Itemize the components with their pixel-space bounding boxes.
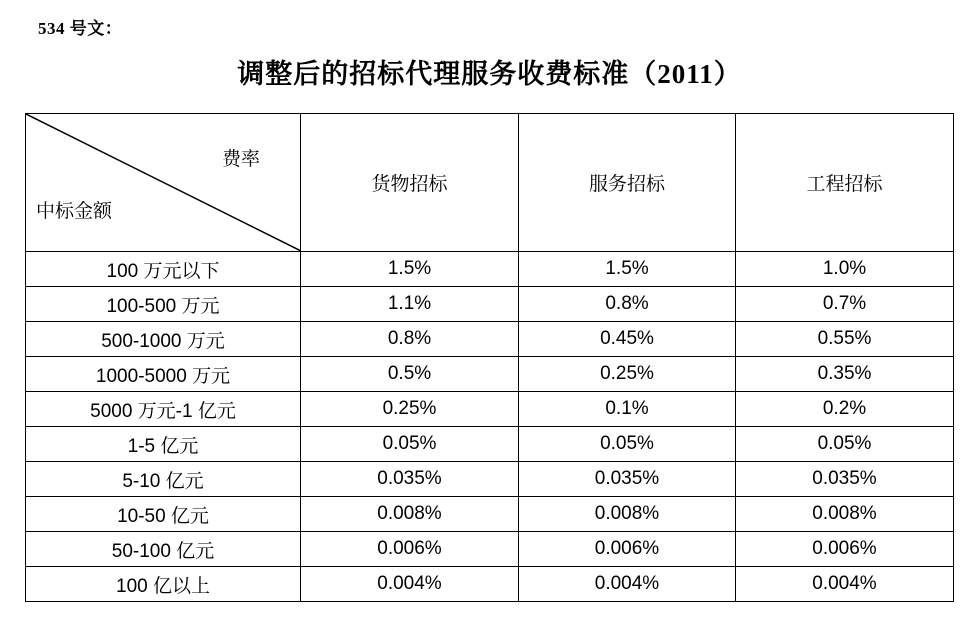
cell-goods-rate: 0.004%: [301, 567, 519, 602]
page-title: 调整后的招标代理服务收费标准（2011）: [237, 59, 742, 89]
cell-service-rate: 0.25%: [519, 357, 736, 392]
table-row: [26, 462, 954, 497]
row-label: 1000-5000 万元: [26, 357, 301, 392]
cell-works-rate: 1.0%: [736, 252, 954, 287]
cell-goods-rate: 0.006%: [301, 532, 519, 567]
cell-service-rate: 0.8%: [519, 287, 736, 322]
row-label: 100-500 万元: [26, 287, 301, 322]
cell-service-rate: 0.1%: [519, 392, 736, 427]
cell-works-rate: 0.7%: [736, 287, 954, 322]
row-label: 5000 万元-1 亿元: [26, 392, 301, 427]
row-label: 50-100 亿元: [26, 532, 301, 567]
document-reference: 534 号文：: [38, 19, 123, 38]
cell-service-rate: 0.45%: [519, 322, 736, 357]
cell-works-rate: 0.2%: [736, 392, 954, 427]
row-label: 500-1000 万元: [26, 322, 301, 357]
cell-service-rate: 0.008%: [519, 497, 736, 532]
table-row: [26, 497, 954, 532]
cell-works-rate: 0.05%: [736, 427, 954, 462]
cell-service-rate: 0.05%: [519, 427, 736, 462]
cell-works-rate: 0.55%: [736, 322, 954, 357]
cell-works-rate: 0.008%: [736, 497, 954, 532]
table-row: [26, 392, 954, 427]
cell-goods-rate: 1.5%: [301, 252, 519, 287]
corner-label-rate: 费率: [221, 149, 260, 170]
cell-works-rate: 0.035%: [736, 462, 954, 497]
table-header-row: [26, 114, 954, 252]
fee-standard-table-container: [25, 113, 953, 602]
table-row: [26, 252, 954, 287]
table-row: [26, 567, 954, 602]
cell-service-rate: 0.006%: [519, 532, 736, 567]
fee-standard-table: [25, 113, 954, 602]
table-row: [26, 322, 954, 357]
row-label: 100 万元以下: [26, 252, 301, 287]
cell-goods-rate: 0.008%: [301, 497, 519, 532]
cell-service-rate: 0.035%: [519, 462, 736, 497]
cell-works-rate: 0.006%: [736, 532, 954, 567]
cell-goods-rate: 1.1%: [301, 287, 519, 322]
table-row: [26, 287, 954, 322]
row-label: 10-50 亿元: [26, 497, 301, 532]
cell-works-rate: 0.35%: [736, 357, 954, 392]
cell-goods-rate: 0.05%: [301, 427, 519, 462]
table-row: [26, 427, 954, 462]
table-corner-cell: [26, 114, 301, 252]
cell-service-rate: 0.004%: [519, 567, 736, 602]
cell-goods-rate: 0.25%: [301, 392, 519, 427]
column-header-service: 服务招标: [519, 114, 736, 252]
cell-works-rate: 0.004%: [736, 567, 954, 602]
diagonal-divider-icon: [26, 114, 301, 251]
cell-goods-rate: 0.035%: [301, 462, 519, 497]
corner-label-amount: 中标金额: [36, 201, 113, 222]
row-label: 100 亿以上: [26, 567, 301, 602]
column-header-works: 工程招标: [736, 114, 954, 252]
cell-service-rate: 1.5%: [519, 252, 736, 287]
table-row: [26, 357, 954, 392]
column-header-goods: 货物招标: [301, 114, 519, 252]
row-label: 5-10 亿元: [26, 462, 301, 497]
row-label: 1-5 亿元: [26, 427, 301, 462]
cell-goods-rate: 0.8%: [301, 322, 519, 357]
cell-goods-rate: 0.5%: [301, 357, 519, 392]
table-row: [26, 532, 954, 567]
